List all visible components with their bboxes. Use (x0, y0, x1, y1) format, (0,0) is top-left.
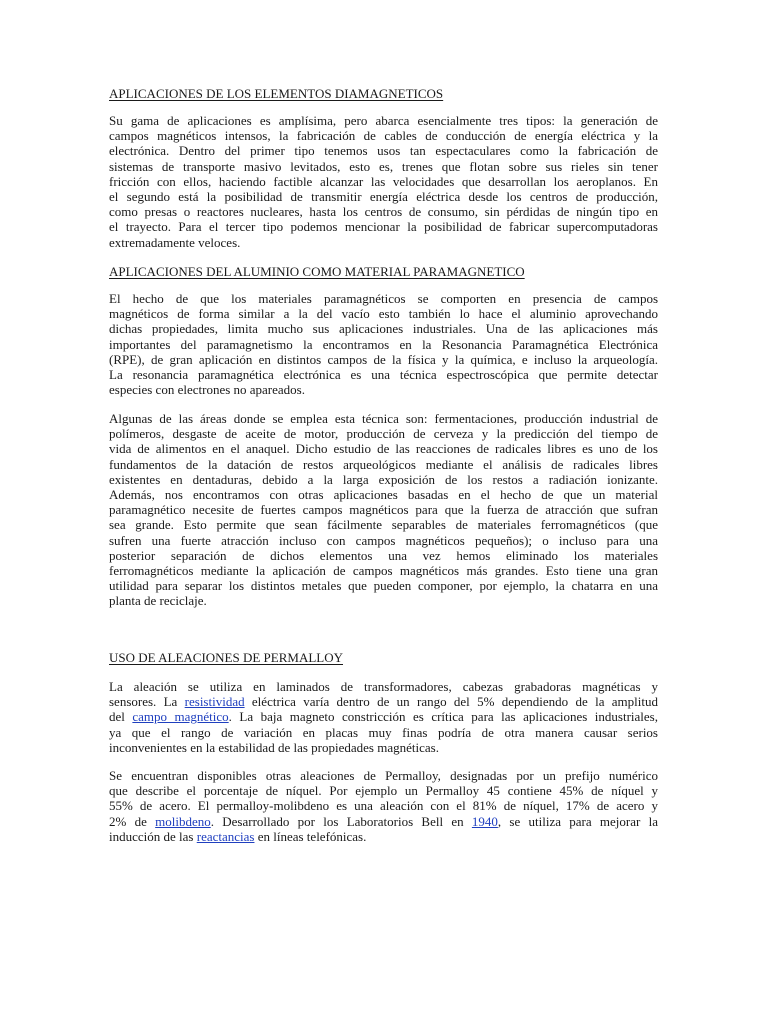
text-line: como presas o reactores nucleares, hasta los centros de consumo, sin pérdidas de ningún tipo en (109, 204, 658, 220)
text-line: El hecho de que los materiales paramagnéticos se comporten en presencia de campos (109, 291, 658, 306)
text-line: el segundo está la posibilidad de transmitir energía eléctrica desde los centros de producción, (109, 189, 658, 205)
text-line: el trayecto. Para el tercer tipo podemos mencionar la posibilidad de fabricar supercomputadoras (109, 219, 658, 235)
text-line: (RPE), de gran aplicación en distintos campos de la física y la química, e incluso la arqueología. (109, 351, 658, 367)
text-line: sea grande. Esto permite que sean fácilmente separables de materiales ferromagnéticos (que (109, 517, 658, 533)
text-line: especies con electrones no apareados. (109, 382, 305, 398)
text-line: Además, nos encontramos con otras aplicaciones basadas en el hecho de que un material (109, 487, 658, 503)
text-line: Se encuentran disponibles otras aleaciones de Permalloy, designadas por un prefijo numérico (109, 768, 658, 783)
section-heading-diamagneticos: APLICACIONES DE LOS ELEMENTOS DIAMAGNETICOS (109, 86, 444, 101)
link-resistividad[interactable]: resistividad (184, 694, 245, 710)
section-heading-permalloy: USO DE ALEACIONES DE PERMALLOY (109, 650, 343, 665)
text-line: sensores. La resistividad eléctrica varía dentro de un rango del 5% dependiendo de la amplitud (109, 694, 659, 710)
text-line: Algunas de las áreas donde se emplea esta técnica son: fermentaciones, producción industrial de (109, 411, 658, 426)
paragraph-aluminio-1 (109, 291, 658, 397)
text-line: vida de alimentos en el anaquel. Dicho estudio de las reacciones de radicales libres es uno de los (109, 441, 658, 457)
paragraph-diamagneticos (109, 113, 658, 250)
text-line: 2% de molibdeno. Desarrollado por los Laboratorios Bell en 1940, se utiliza para mejorar la (109, 813, 658, 829)
link-campo-magnetico[interactable]: campo magnético (132, 709, 229, 725)
text-line: extremadamente veloces. (109, 234, 241, 250)
text-line: planta de reciclaje. (109, 593, 207, 609)
text-line: dichas propiedades, limita mucho sus aplicaciones industriales. Una de las aplicaciones más (109, 321, 658, 337)
text-line: electrónica. Dentro del primer tipo tenemos usos tan espectaculares como la fabricación de (109, 143, 658, 159)
text-line: La resonancia paramagnética electrónica es una técnica espectroscópica que permite detectar (109, 367, 658, 383)
text-line: posterior separación de dichos elementos una vez hemos eliminado los materiales (109, 547, 658, 563)
text-line: ferromagnéticos mediante la aplicación de campos magnéticos más grandes. Esto tiene una gran (109, 563, 658, 579)
text-line: 55% de acero. El permalloy-molibdeno es una aleación con el 81% de níquel, 17% de acero y (109, 798, 658, 814)
text-line: fricción con ellos, haciendo factible alcanzar las velocidades que desarrollan los aeroplanos. En (109, 173, 658, 189)
link-molibdeno[interactable]: molibdeno (155, 813, 211, 829)
section-heading-aluminio: APLICACIONES DEL ALUMINIO COMO MATERIAL PARAMAGNETICO (109, 264, 525, 279)
text-line: Su gama de aplicaciones es amplísima, pero abarca esencialmente tres tipos: la generación de (109, 113, 658, 128)
text-line: inducción de las reactancias en líneas telefónicas. (109, 828, 367, 844)
text-line: paramagnético necesite de fuertes campos magnéticos para que la fuerza de atracción que sufran (109, 502, 658, 518)
text-line: ya que el rango de variación en placas muy finas podría de otra manera causar serios (109, 724, 658, 740)
text-line: del campo magnético. La baja magneto constricción es crítica para las aplicaciones industriales, (109, 709, 658, 725)
text-line: importantes del paramagnetismo la encontramos en la Resonancia Paramagnética Electrónica (109, 336, 658, 352)
text-line: existentes en dentaduras, debido a la larga exposición de los restos a radiación ionizante. (109, 471, 658, 487)
text-line: que describe el porcentaje de níquel. Por ejemplo un Permalloy 45 contiene 45% de níquel y (109, 783, 658, 799)
text-line: polímeros, desgaste de aceite de motor, producción de cerveza y la predicción del tiempo de (109, 426, 658, 442)
link-reactancias[interactable]: reactancias (196, 828, 255, 844)
text-line: inconvenientes en la estabilidad de las propiedades magnéticas. (109, 739, 439, 755)
text-line: utilidad para separar los distintos metales que pueden componer, por ejemplo, la chatarra en una (109, 578, 658, 594)
text-line: campos magnéticos intensos, la fabricación de cables de conducción de energía eléctrica y la (109, 128, 658, 144)
paragraph-permalloy-2 (109, 768, 658, 844)
text-line: La aleación se utiliza en laminados de transformadores, cabezas grabadoras magnéticas y (109, 679, 658, 694)
text-line: magnéticos de forma similar a la del vacío esto también lo hace el aluminio aprovechando (109, 306, 658, 322)
paragraph-permalloy-1 (109, 679, 658, 755)
text-line: sistemas de transporte masivo levitados, esto es, trenes que flotan sobre sus rieles sin tener (109, 158, 658, 174)
text-line: sufren una fuerte atracción incluso con campos magnéticos pequeños); o incluso para una (109, 532, 658, 548)
text-line: fundamentos de la datación de restos arqueológicos mediante el análisis de radicales libres (109, 456, 658, 472)
paragraph-aluminio-2 (109, 411, 658, 609)
link-1940[interactable]: 1940 (471, 813, 498, 829)
